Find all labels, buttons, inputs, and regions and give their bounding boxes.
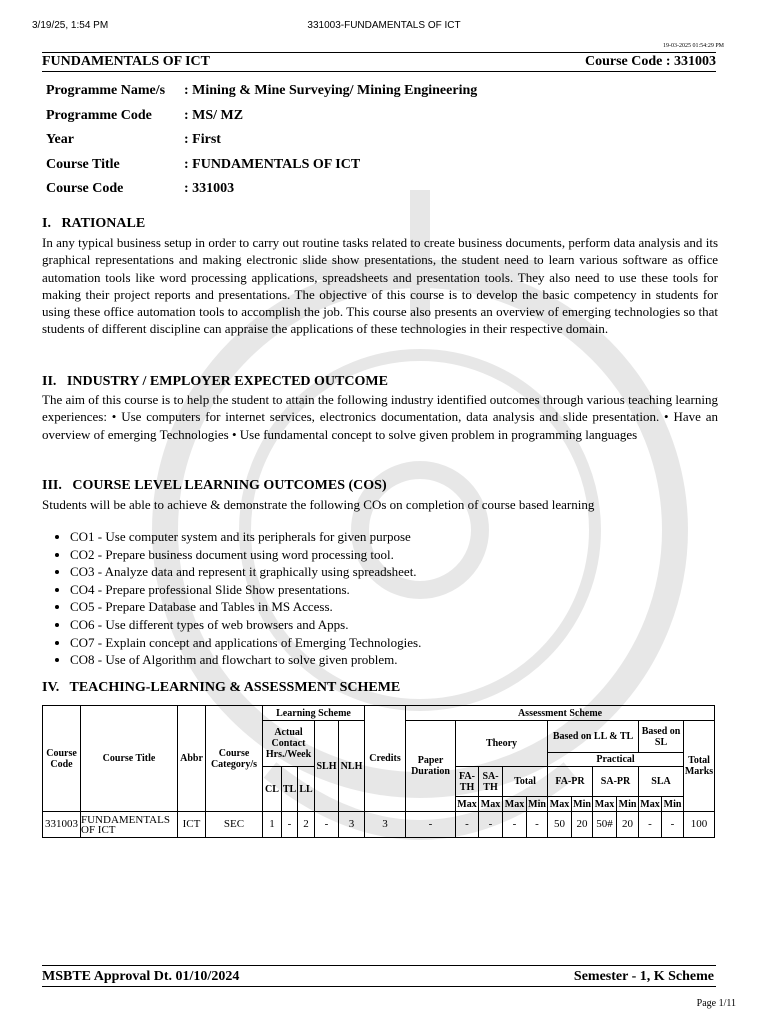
th-max: Max	[593, 797, 617, 812]
info-value: : Mining & Mine Surveying/ Mining Engineering	[184, 83, 478, 99]
co-item: • CO4 - Prepare professional Slide Show presentations.	[70, 581, 421, 599]
industry-outcome-heading: II. INDUSTRY / EMPLOYER EXPECTED OUTCOME	[42, 374, 388, 389]
cell-sa-pr-min: 20	[617, 812, 639, 838]
th-sa-pr: SA-PR	[593, 767, 639, 797]
cell-sla-max: -	[639, 812, 662, 838]
cell-course-code: 331003	[43, 812, 81, 838]
th-sa-th: SA-TH	[479, 767, 503, 797]
th-min: Min	[662, 797, 684, 812]
th-sla: SLA	[639, 767, 684, 797]
co-item: • CO8 - Use of Algorithm and flowchart to solve given problem.	[70, 651, 421, 669]
info-key: Programme Name/s	[46, 83, 166, 99]
cell-fa-pr-min: 20	[572, 812, 593, 838]
th-ll: LL	[298, 767, 315, 812]
th-total: Total	[503, 767, 548, 797]
info-row	[46, 153, 477, 178]
info-value: : 331003	[184, 181, 235, 197]
info-row	[46, 128, 477, 153]
cell-nlh: 3	[339, 812, 365, 838]
th-fa-th: FA-TH	[456, 767, 479, 797]
cell-total-min: -	[527, 812, 548, 838]
header-rule-bottom	[42, 71, 716, 72]
th-abbr: Abbr	[178, 706, 206, 812]
info-value: : First	[184, 132, 221, 148]
page-number: Page 1/11	[696, 998, 736, 1009]
cell-slh: -	[315, 812, 339, 838]
th-tl: TL	[282, 767, 298, 812]
th-min: Min	[617, 797, 639, 812]
th-based-ll-tl: Based on LL & TL	[548, 721, 639, 753]
th-credits: Credits	[365, 706, 406, 812]
th-min: Min	[528, 798, 546, 810]
th-paper-duration: Paper Duration	[406, 721, 456, 812]
th-max: Max	[640, 798, 660, 810]
th-assessment-scheme: Assessment Scheme	[406, 706, 715, 721]
document-title: FUNDAMENTALS OF ICT	[42, 54, 211, 69]
cell-ll: 2	[298, 812, 315, 838]
co-item: • CO2 - Prepare business document using word processing tool.	[70, 546, 421, 564]
cell-abbr: ICT	[178, 812, 206, 838]
cell-sla-min: -	[662, 812, 684, 838]
header-course-code: Course Code : 331003	[584, 54, 716, 69]
cell-fa-th-max: -	[456, 812, 479, 838]
th-fa-pr: FA-PR	[548, 767, 593, 797]
cell-category: SEC	[206, 812, 263, 838]
info-row	[46, 79, 477, 104]
cell-sa-th-max: -	[479, 812, 503, 838]
cell-credits: 3	[365, 812, 406, 838]
th-cl: CL	[263, 767, 282, 812]
cell-cl: 1	[263, 812, 282, 838]
th-max: Max	[548, 797, 572, 812]
cos-heading: III. COURSE LEVEL LEARNING OUTCOMES (COS)	[42, 478, 387, 493]
scheme-heading: IV. TEACHING-LEARNING & ASSESSMENT SCHEME	[42, 680, 401, 695]
info-key: Programme Code	[46, 107, 152, 123]
industry-outcome-text: The aim of this course is to help the student to attain the following industry identified outcomes through various teaching learning experiences: • Use computers for internet services, electronics documentation, data analysis and slide presentation. • Have an overview of emerging Technologies • Use fundamental concept to solve given problem in programming languages	[42, 392, 718, 442]
browser-page-title: 331003-FUNDAMENTALS OF ICT	[307, 20, 461, 31]
cell-fa-pr-max: 50	[548, 812, 572, 838]
semester-scheme: Semester - 1, K Scheme	[573, 969, 714, 984]
co-item: • CO7 - Explain concept and applications of Emerging Technologies.	[70, 634, 421, 652]
programme-info-table	[46, 79, 477, 202]
print-timestamp: 19-03-2025 01:54:29 PM	[662, 43, 724, 49]
cell-total-marks: 100	[684, 812, 715, 838]
cell-tl: -	[282, 812, 298, 838]
cos-intro: Students will be able to achieve & demonstrate the following COs on completion of course based learning	[42, 497, 595, 512]
teaching-assessment-scheme-table	[42, 705, 715, 838]
th-max: Max	[503, 797, 527, 812]
cell-total-max: -	[503, 812, 527, 838]
th-min: Min	[573, 798, 591, 810]
th-learning-scheme: Learning Scheme	[263, 706, 365, 721]
co-list	[42, 528, 421, 669]
th-practical: Practical	[548, 753, 684, 767]
header-rule-top	[42, 52, 716, 53]
approval-date: MSBTE Approval Dt. 01/10/2024	[42, 969, 240, 984]
info-row	[46, 177, 477, 202]
th-total-marks: Total Marks	[684, 721, 715, 812]
th-nlh: NLH	[339, 721, 365, 812]
th-theory: Theory	[456, 721, 548, 767]
co-item: • CO3 - Analyze data and represent it graphically using spreadsheet.	[70, 563, 421, 581]
rationale-heading: I. RATIONALE	[42, 216, 146, 231]
co-item: • CO1 - Use computer system and its peripherals for given purpose	[70, 528, 421, 546]
info-key: Course Code	[46, 181, 124, 197]
co-item: • CO5 - Prepare Database and Tables in MS Access.	[70, 598, 421, 616]
th-course-code: Course Code	[43, 706, 81, 812]
footer-rule-top	[42, 965, 716, 966]
info-row	[46, 104, 477, 129]
cell-paper-duration: -	[406, 812, 456, 838]
cell-sa-pr-max: 50#	[593, 812, 617, 838]
th-max: Max	[457, 798, 477, 810]
co-item: • CO6 - Use different types of web browsers and Apps.	[70, 616, 421, 634]
th-course-category: Course Category/s	[206, 706, 263, 812]
info-key: Course Title	[46, 156, 120, 172]
th-based-sl: Based on SL	[639, 721, 684, 753]
cell-course-title: FUNDAMENTALS OF ICT	[81, 812, 178, 838]
info-key: Year	[46, 132, 74, 148]
table-row	[43, 812, 715, 838]
th-actual-contact: Actual Contact Hrs./Week	[263, 721, 315, 767]
th-course-title: Course Title	[81, 706, 178, 812]
info-value: : MS/ MZ	[184, 107, 244, 123]
info-value: : FUNDAMENTALS OF ICT	[184, 156, 361, 172]
th-max: Max	[479, 797, 503, 812]
th-slh: SLH	[315, 721, 339, 812]
browser-print-datetime: 3/19/25, 1:54 PM	[32, 20, 109, 31]
footer-rule-bottom	[42, 986, 716, 987]
rationale-text: In any typical business setup in order to carry out routine tasks related to create business documents, perform data analysis and its graphical representations and making electronic slide show presentations, the student need to learn various software as office automation tools like word processing applications, spreadsheets and presentation tools. They also need to use these tools for making their project reports and presentations. The objective of this course is to develop the basic competency in students for using these office automation tools to accomplish the job. This course also presents an overview of emerging technologies so that students of different discipline can appraise the applications of these technologies in their respective domain.	[42, 235, 718, 337]
